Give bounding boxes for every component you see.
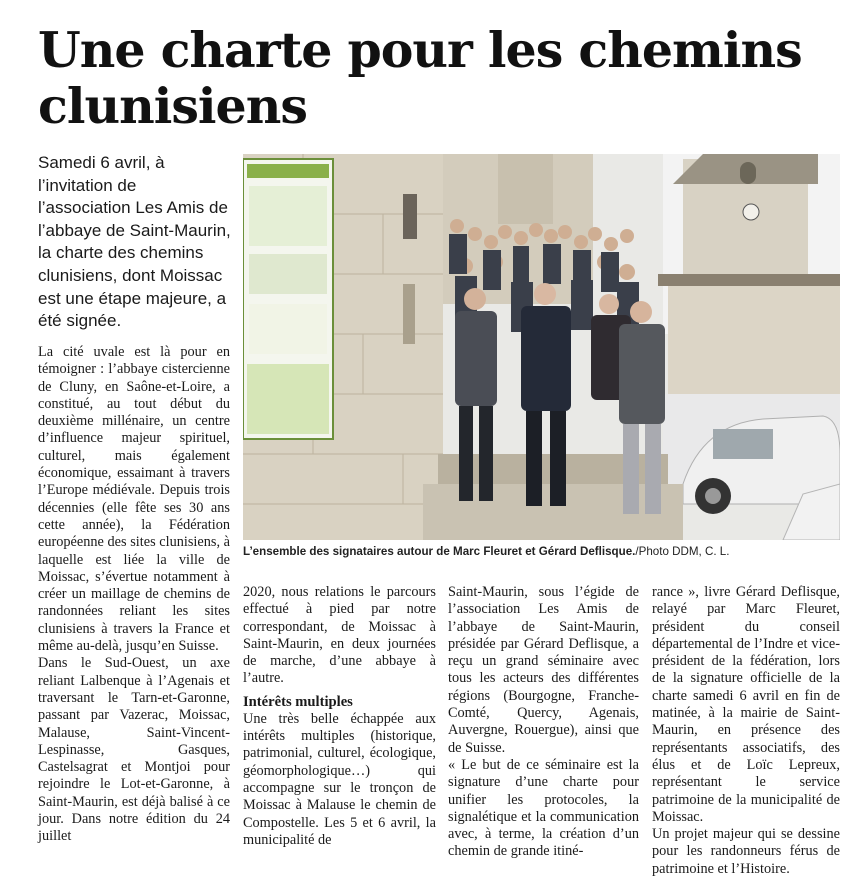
article-paragraph: La cité uvale est là pour en témoigner : l’abbaye cistercienne de Cluny, en Saône-et-Loire, a constitué, au tout début du deuxième millénaire, un centre d’influence majeur spirituel, culturel, mais également économique, essaimant à travers l’Europe médiévale. Depuis trois décennies (elle fête ses 30 ans cette année), la Fédération européenne des sites clunisiens, à laquelle est liée la ville de Moissac, s’évertue notamment à créer un maillage de chemins de randonnées reliant les sites clunisiens à travers la France et même au-delà, jusqu’en Suisse. bbox=[38, 344, 230, 655]
photo-credit: /Photo DDM, C. L. bbox=[635, 545, 730, 558]
article-lede: Samedi 6 avril, à l’invitation de l’association Les Amis de l’abbaye de Saint-Maurin, la charte des chemins clunisiens, dont Moissac est une étape majeure, a été signée. bbox=[38, 153, 231, 331]
article-paragraph: « Le but de ce séminaire est la signature d’une charte pour unifier les protocoles, la signalétique et la communication avec, à terme, la création d’un chemin de grande itiné- bbox=[448, 756, 639, 860]
group-photo bbox=[243, 154, 840, 540]
photo-caption-text: L’ensemble des signataires autour de Marc Fleuret et Gérard Deflisque. bbox=[243, 545, 636, 558]
article-column-1 bbox=[38, 344, 230, 846]
article-paragraph: Dans le Sud-Ouest, un axe reliant Lalbenque à l’Agenais et traversant le Tarn-et-Garonne, passant par Vazerac, Moissac, Malause, Saint-Vincent-Lespinasse, Gasques, Castelsagrat et Montjoi pour rejoindre le Lot-et-Garonne, à Saint-Maurin, est déjà balisé à ce jour. Dans notre édition du 24 juillet bbox=[38, 655, 230, 845]
article-paragraph: Un projet majeur qui se dessine pour les randonneurs férus de patrimoine et l’Histoire. bbox=[652, 826, 840, 877]
group-photo-illustration bbox=[243, 154, 840, 540]
photo-caption bbox=[243, 545, 843, 559]
article-column-4 bbox=[652, 584, 840, 878]
article-column-3 bbox=[448, 584, 639, 861]
article-paragraph: rance », livre Gérard Deflisque, relayé par Marc Fleuret, président du conseil départemental de l’Indre et vice-président de la fédération, lors de la signature officielle de la charte samedi 6 avril en fin de matinée, à la mairie de Saint-Maurin, en présence des représentants associatifs, des élus et de Loïc Lepreux, représentant le service patrimoine de la municipalité de Moissac. bbox=[652, 584, 840, 825]
article-column-2 bbox=[243, 584, 436, 849]
article-paragraph: Une très belle échappée aux intérêts multiples (historique, patrimonial, culturel, écologique, géomorphologique…) qui accompagne sur le tronçon de Moissac à Malause le chemin de Compostelle. Les 5 et 6 avril, la municipalité de bbox=[243, 710, 436, 848]
article-paragraph: 2020, nous relations le parcours effectué à pied par notre correspondant, de Moissac à Saint-Maurin, en deux journées de marche, d’une abbaye à l’autre. bbox=[243, 584, 436, 687]
article-subheading: Intérêts multiples bbox=[243, 693, 353, 710]
article-headline: Une charte pour les chemins clunisiens bbox=[38, 21, 802, 135]
article-paragraph: Saint-Maurin, sous l’égide de l’association Les Amis de l’abbaye de Saint-Maurin, présidée par Gérard Deflisque, a reçu un grand séminaire avec tous les acteurs des différentes régions (Bourgogne, Franche-Comté, Quercy, Agenais, Auvergne, Rouergue), ainsi que de Suisse. bbox=[448, 584, 639, 756]
